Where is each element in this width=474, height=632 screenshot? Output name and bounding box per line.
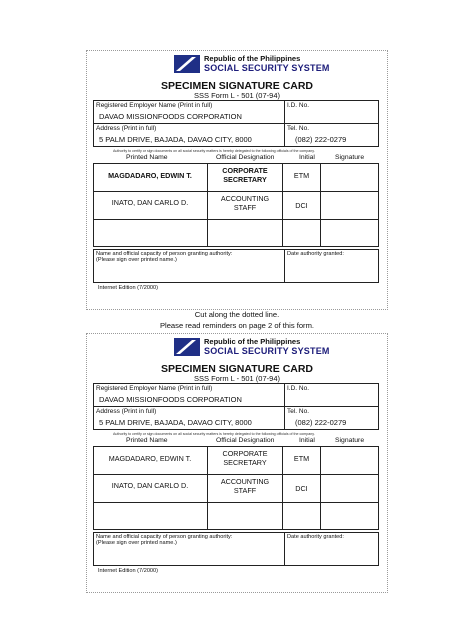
employer-name-label: Registered Employer Name (Print in full) bbox=[96, 102, 213, 109]
official-name: MAGDADARO, EDWIN T. bbox=[108, 454, 192, 463]
tel-label: Tel. No. bbox=[287, 408, 310, 415]
republic-text: Republic of the Philippines bbox=[204, 337, 301, 346]
official-designation-line2: STAFF bbox=[233, 203, 257, 212]
official-designation-line1: ACCOUNTING bbox=[220, 477, 270, 486]
address-value: 5 PALM DRIVE, BAJADA, DAVAO CITY, 8000 bbox=[99, 135, 252, 144]
granting-authority-note: (Please sign over printed name.) bbox=[96, 540, 177, 546]
official-name: MAGDADARO, EDWIN T. bbox=[108, 171, 192, 180]
edition-label: Internet Edition (7/2000) bbox=[98, 568, 159, 574]
signature-card-1 bbox=[86, 50, 388, 310]
sss-logo bbox=[174, 336, 364, 360]
cut-instructions bbox=[0, 310, 474, 331]
col-designation: Official Designation bbox=[216, 437, 275, 444]
form-number: SSS Form L - 501 (07-94) bbox=[193, 91, 280, 100]
address-label: Address (Print in full) bbox=[96, 125, 157, 132]
col-signature: Signature bbox=[335, 437, 365, 444]
official-designation-line2: SECRETARY bbox=[223, 458, 267, 467]
card-title: SPECIMEN SIGNATURE CARD bbox=[160, 363, 314, 375]
official-initial: DCI bbox=[295, 201, 308, 210]
card-title: SPECIMEN SIGNATURE CARD bbox=[160, 80, 314, 92]
col-designation: Official Designation bbox=[216, 154, 275, 161]
official-initial: ETM bbox=[293, 454, 310, 463]
official-initial: DCI bbox=[295, 484, 308, 493]
sss-logo bbox=[174, 53, 364, 77]
granting-authority-note: (Please sign over printed name.) bbox=[96, 257, 177, 263]
granting-authority-label: Name and official capacity of person granting authority: bbox=[96, 534, 233, 540]
official-designation-line1: CORPORATE bbox=[222, 449, 268, 458]
cut-line-2: Please read reminders on page 2 of this form. bbox=[159, 320, 315, 330]
id-no-label: I.D. No. bbox=[287, 385, 310, 392]
col-initial: Initial bbox=[299, 437, 315, 444]
date-granted-label: Date authority granted: bbox=[287, 251, 344, 257]
granting-authority-label: Name and official capacity of person granting authority: bbox=[96, 251, 233, 257]
tel-label: Tel. No. bbox=[287, 125, 310, 132]
col-signature: Signature bbox=[335, 154, 365, 161]
official-initial: ETM bbox=[293, 171, 310, 180]
employer-name-value: DAVAO MISSIONFOODS CORPORATION bbox=[99, 112, 242, 121]
form-number: SSS Form L - 501 (07-94) bbox=[193, 374, 280, 383]
col-printed-name: Printed Name bbox=[126, 437, 168, 444]
authority-note: Authority to certify or sign documents on all social security matters is hereby delegated to the following officials of the company. bbox=[113, 432, 315, 436]
signature-card-2 bbox=[86, 333, 388, 593]
official-designation-line1: ACCOUNTING bbox=[220, 194, 270, 203]
col-initial: Initial bbox=[299, 154, 315, 161]
address-label: Address (Print in full) bbox=[96, 408, 157, 415]
official-name: INATO, DAN CARLO D. bbox=[111, 481, 189, 490]
official-designation-line2: STAFF bbox=[233, 486, 257, 495]
edition-label: Internet Edition (7/2000) bbox=[98, 285, 159, 291]
tel-value: (082) 222-0279 bbox=[295, 418, 347, 427]
id-no-label: I.D. No. bbox=[287, 102, 310, 109]
cut-line-1: Cut along the dotted line. bbox=[194, 310, 280, 319]
tel-value: (082) 222-0279 bbox=[295, 135, 347, 144]
sss-logo-icon bbox=[174, 55, 200, 73]
agency-name: SOCIAL SECURITY SYSTEM bbox=[204, 346, 330, 356]
agency-name: SOCIAL SECURITY SYSTEM bbox=[204, 63, 330, 73]
date-granted-label: Date authority granted: bbox=[287, 534, 344, 540]
authority-note: Authority to certify or sign documents on all social security matters is hereby delegated to the following officials of the company. bbox=[113, 149, 315, 153]
address-value: 5 PALM DRIVE, BAJADA, DAVAO CITY, 8000 bbox=[99, 418, 252, 427]
col-printed-name: Printed Name bbox=[126, 154, 168, 161]
official-designation-line1: CORPORATE bbox=[222, 166, 268, 175]
official-name: INATO, DAN CARLO D. bbox=[111, 198, 189, 207]
official-designation-line2: SECRETARY bbox=[223, 175, 267, 184]
employer-name-value: DAVAO MISSIONFOODS CORPORATION bbox=[99, 395, 242, 404]
sss-logo-icon bbox=[174, 338, 200, 356]
employer-name-label: Registered Employer Name (Print in full) bbox=[96, 385, 213, 392]
republic-text: Republic of the Philippines bbox=[204, 54, 301, 63]
